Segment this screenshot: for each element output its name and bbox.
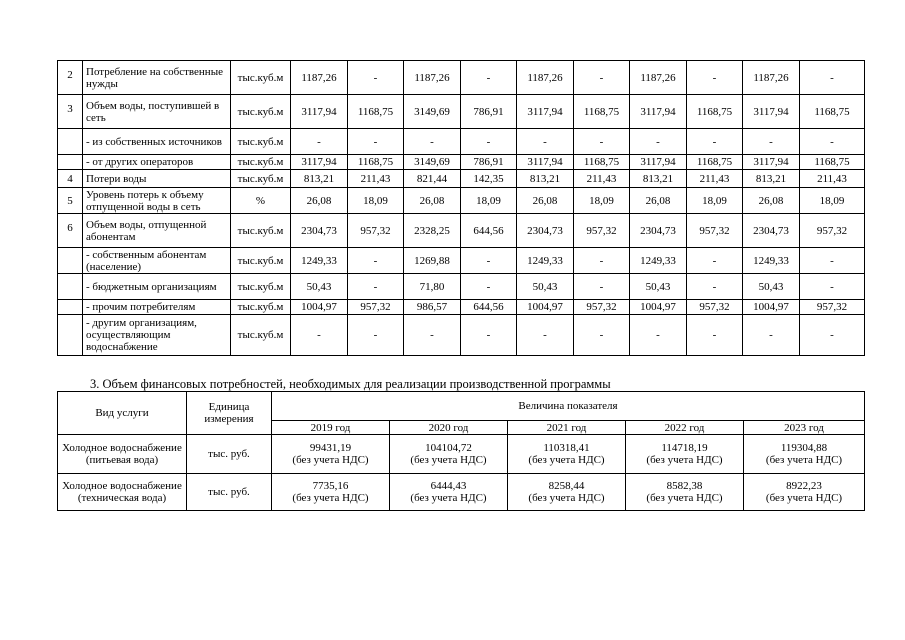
value-cell: - (800, 248, 865, 274)
indicator-name: - бюджетным организациям (83, 274, 231, 300)
value-cell: 3117,94 (517, 155, 574, 170)
header-year: 2023 год (744, 421, 865, 435)
value-cell: 3117,94 (630, 95, 687, 129)
header-service-type: Вид услуги (58, 392, 187, 435)
value-cell: 957,32 (800, 300, 865, 315)
value-cell: 1004,97 (517, 300, 574, 315)
value-cell: 99431,19 (без учета НДС) (272, 435, 390, 474)
value-cell: 110318,41 (без учета НДС) (508, 435, 626, 474)
row-number (58, 129, 83, 155)
unit-cell: тыс. руб. (187, 435, 272, 474)
header-unit: Единица измерения (187, 392, 272, 435)
table-row (58, 214, 865, 248)
indicator-name: Объем воды, отпущенной абонентам (83, 214, 231, 248)
value-cell: 957,32 (348, 300, 404, 315)
value-cell: 986,57 (404, 300, 461, 315)
value-cell: 821,44 (404, 170, 461, 188)
row-number (58, 300, 83, 315)
value-cell: 1187,26 (630, 61, 687, 95)
value-cell: 1187,26 (517, 61, 574, 95)
value-cell: 644,56 (461, 214, 517, 248)
value-cell: - (800, 315, 865, 356)
value-cell: 211,43 (348, 170, 404, 188)
value-cell: - (687, 315, 743, 356)
value-cell: 1168,75 (574, 95, 630, 129)
value-cell: 1187,26 (404, 61, 461, 95)
table-row (58, 248, 865, 274)
indicator-name: Объем воды, поступившей в сеть (83, 95, 231, 129)
row-number: 2 (58, 61, 83, 95)
value-cell: - (743, 129, 800, 155)
value-cell: 6444,43 (без учета НДС) (390, 474, 508, 511)
value-cell: 18,09 (348, 188, 404, 214)
value-cell: 957,32 (348, 214, 404, 248)
unit-cell: тыс.куб.м (231, 315, 291, 356)
value-cell: 1004,97 (291, 300, 348, 315)
value-cell: 50,43 (291, 274, 348, 300)
value-cell: - (461, 61, 517, 95)
value-cell: 3117,94 (743, 155, 800, 170)
unit-cell: тыс.куб.м (231, 214, 291, 248)
value-cell: 1187,26 (291, 61, 348, 95)
value-cell: 1249,33 (291, 248, 348, 274)
value-cell: - (630, 129, 687, 155)
value-cell: - (687, 274, 743, 300)
section-3-title: 3. Объем финансовых потребностей, необходимых для реализации производственной программы (90, 377, 611, 391)
service-name: Холодное водоснабжение (техническая вода) (58, 474, 187, 511)
header-year: 2022 год (626, 421, 744, 435)
indicator-name: - прочим потребителям (83, 300, 231, 315)
value-cell: 26,08 (517, 188, 574, 214)
value-cell: 1004,97 (630, 300, 687, 315)
value-cell: 1249,33 (630, 248, 687, 274)
value-cell: 50,43 (630, 274, 687, 300)
value-cell: 18,09 (687, 188, 743, 214)
row-number (58, 274, 83, 300)
value-cell: 119304,88 (без учета НДС) (744, 435, 865, 474)
value-cell: 211,43 (687, 170, 743, 188)
value-cell: 1168,75 (348, 95, 404, 129)
financial-needs-table (57, 391, 865, 511)
value-cell: 2304,73 (517, 214, 574, 248)
value-cell: 957,32 (574, 300, 630, 315)
value-cell: 50,43 (517, 274, 574, 300)
header-value: Величина показателя (272, 392, 865, 421)
unit-cell: тыс.куб.м (231, 95, 291, 129)
value-cell: 1249,33 (743, 248, 800, 274)
value-cell: - (348, 315, 404, 356)
value-cell: 1249,33 (517, 248, 574, 274)
value-cell: 1168,75 (574, 155, 630, 170)
value-cell: 2304,73 (291, 214, 348, 248)
value-cell: 813,21 (743, 170, 800, 188)
unit-cell: тыс. руб. (187, 474, 272, 511)
row-number (58, 315, 83, 356)
indicator-name: - другим организациям, осуществляющим водоснабжение (83, 315, 231, 356)
value-cell: - (291, 129, 348, 155)
table-row (58, 300, 865, 315)
row-number: 4 (58, 170, 83, 188)
value-cell: 957,32 (800, 214, 865, 248)
value-cell: 2304,73 (743, 214, 800, 248)
value-cell: 3149,69 (404, 155, 461, 170)
indicator-name: Потери воды (83, 170, 231, 188)
table-row (58, 170, 865, 188)
value-cell: 18,09 (461, 188, 517, 214)
value-cell: 3117,94 (517, 95, 574, 129)
value-cell: 26,08 (291, 188, 348, 214)
row-number: 3 (58, 95, 83, 129)
value-cell: 957,32 (687, 300, 743, 315)
value-cell: 8922,23 (без учета НДС) (744, 474, 865, 511)
value-cell: - (404, 315, 461, 356)
table-row (58, 315, 865, 356)
value-cell: 1004,97 (743, 300, 800, 315)
indicator-name: Потребление на собственные нужды (83, 61, 231, 95)
row-number (58, 155, 83, 170)
value-cell: - (687, 129, 743, 155)
value-cell: 957,32 (574, 214, 630, 248)
value-cell: 813,21 (291, 170, 348, 188)
header-year: 2019 год (272, 421, 390, 435)
table-row (58, 155, 865, 170)
value-cell: 3117,94 (291, 95, 348, 129)
table-row (58, 474, 865, 511)
unit-cell: тыс.куб.м (231, 155, 291, 170)
value-cell: - (348, 61, 404, 95)
value-cell: - (517, 129, 574, 155)
value-cell: 71,80 (404, 274, 461, 300)
value-cell: 1168,75 (800, 95, 865, 129)
unit-cell: тыс.куб.м (231, 300, 291, 315)
value-cell: - (291, 315, 348, 356)
unit-cell: % (231, 188, 291, 214)
indicator-name: Уровень потерь к объему отпущенной воды в сеть (83, 188, 231, 214)
value-cell: - (461, 274, 517, 300)
value-cell: 3117,94 (743, 95, 800, 129)
row-number: 6 (58, 214, 83, 248)
value-cell: - (800, 274, 865, 300)
value-cell: 8258,44 (без учета НДС) (508, 474, 626, 511)
value-cell: 786,91 (461, 155, 517, 170)
value-cell: - (687, 248, 743, 274)
indicator-name: - собственным абонентам (население) (83, 248, 231, 274)
value-cell: 142,35 (461, 170, 517, 188)
unit-cell: тыс.куб.м (231, 61, 291, 95)
header-year: 2020 год (390, 421, 508, 435)
table-row (58, 188, 865, 214)
value-cell: 1168,75 (800, 155, 865, 170)
table-row (58, 95, 865, 129)
value-cell: 18,09 (800, 188, 865, 214)
value-cell: - (800, 129, 865, 155)
value-cell: - (404, 129, 461, 155)
value-cell: - (574, 129, 630, 155)
production-indicators-table (57, 60, 865, 356)
value-cell: 8582,38 (без учета НДС) (626, 474, 744, 511)
value-cell: - (348, 129, 404, 155)
value-cell: - (743, 315, 800, 356)
value-cell: 813,21 (630, 170, 687, 188)
table-row (58, 274, 865, 300)
value-cell: 1168,75 (687, 155, 743, 170)
row-number (58, 248, 83, 274)
value-cell: 26,08 (743, 188, 800, 214)
value-cell: - (348, 248, 404, 274)
value-cell: 1168,75 (348, 155, 404, 170)
value-cell: 3117,94 (630, 155, 687, 170)
value-cell: - (800, 61, 865, 95)
unit-cell: тыс.куб.м (231, 129, 291, 155)
value-cell: - (461, 248, 517, 274)
unit-cell: тыс.куб.м (231, 248, 291, 274)
value-cell: 1187,26 (743, 61, 800, 95)
value-cell: 7735,16 (без учета НДС) (272, 474, 390, 511)
value-cell: 114718,19 (без учета НДС) (626, 435, 744, 474)
value-cell: 2328,25 (404, 214, 461, 248)
header-year: 2021 год (508, 421, 626, 435)
value-cell: 644,56 (461, 300, 517, 315)
row-number: 5 (58, 188, 83, 214)
value-cell: 957,32 (687, 214, 743, 248)
value-cell: 3117,94 (291, 155, 348, 170)
value-cell: 18,09 (574, 188, 630, 214)
unit-cell: тыс.куб.м (231, 170, 291, 188)
value-cell: - (517, 315, 574, 356)
value-cell: - (461, 129, 517, 155)
table-row (58, 435, 865, 474)
value-cell: 50,43 (743, 274, 800, 300)
value-cell: - (574, 248, 630, 274)
value-cell: 2304,73 (630, 214, 687, 248)
value-cell: - (574, 315, 630, 356)
value-cell: - (461, 315, 517, 356)
indicator-name: - из собственных источников (83, 129, 231, 155)
value-cell: 813,21 (517, 170, 574, 188)
service-name: Холодное водоснабжение (питьевая вода) (58, 435, 187, 474)
production-indicators-body (58, 61, 865, 356)
value-cell: 1168,75 (687, 95, 743, 129)
value-cell: - (348, 274, 404, 300)
value-cell: 1269,88 (404, 248, 461, 274)
value-cell: 26,08 (404, 188, 461, 214)
value-cell: 26,08 (630, 188, 687, 214)
value-cell: - (687, 61, 743, 95)
value-cell: 786,91 (461, 95, 517, 129)
table-row (58, 129, 865, 155)
value-cell: 211,43 (800, 170, 865, 188)
value-cell: 3149,69 (404, 95, 461, 129)
value-cell: - (574, 61, 630, 95)
indicator-name: - от других операторов (83, 155, 231, 170)
unit-cell: тыс.куб.м (231, 274, 291, 300)
value-cell: 104104,72 (без учета НДС) (390, 435, 508, 474)
table-row (58, 61, 865, 95)
value-cell: - (630, 315, 687, 356)
value-cell: 211,43 (574, 170, 630, 188)
table-header-row (58, 392, 865, 421)
value-cell: - (574, 274, 630, 300)
